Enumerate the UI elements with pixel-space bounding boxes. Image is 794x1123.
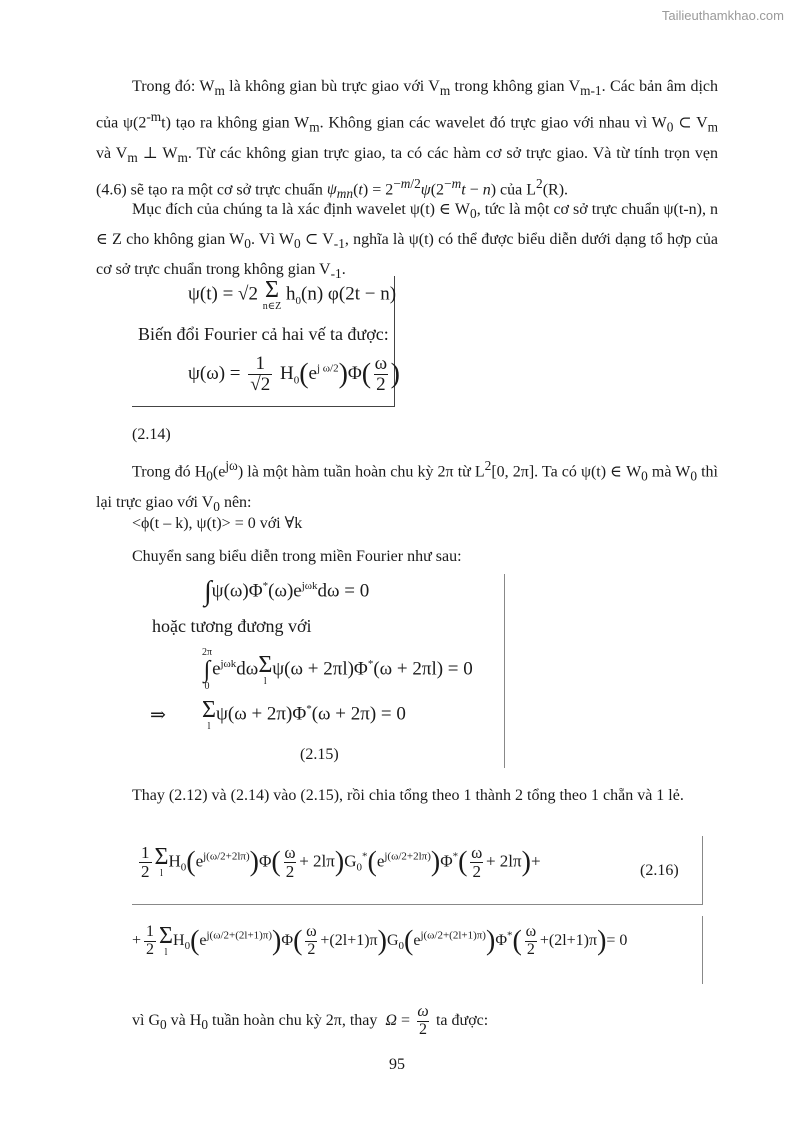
paragraph-3: Trong đó $H_0(e^{j\omega})$ là một hàm tuần hoàn chu kỳ 2π từ $L^2[0$, 2π]. Ta có ψ(t) ∈ $W_0$ mà $W_0$ thì lại trực giao với $V_0$ nên: [96, 458, 718, 514]
equation-integral-sum: 2π ∫ 0 $e^{j\omega k}d\omega$ Σ l ψ(ω + 2πl)Φ*(ω + 2πl) = 0 [202, 647, 473, 692]
equation-sum-zero: Σ l ψ(ω + 2π)Φ*(ω + 2π) = 0 [202, 697, 406, 732]
paragraph-5: vì $G_0$ và $H_0$ tuần hoàn chu kỳ 2π, thay Ω = $\frac{\omega}{2}$ ta được: [132, 1003, 489, 1038]
fourier-text: Biến đổi Fourier cả hai vế ta được: [138, 324, 389, 344]
paragraph-2: Mục đích của chúng ta là xác định wavelet ψ(t) ∈ $W_0$, tức là một cơ sở trực chuẩn ψ(t-n), n ∈ Z cho không gian $W_0$. Vì $W_0$ ⊂ $V_{-1}$, nghĩa là ψ(t) có thể được biểu diễn dưới dạng tổ hợp của cơ sở trực chuẩn trong không gian $V_{-1}$. [96, 201, 719, 282]
equivalent-text: hoặc tương đương với [152, 616, 312, 636]
equation-2-16-line2: + $\frac{1}{2}$ Σ l $H_0(e^{j(\omega/2+(2l+1)\pi)})\Phi$( $\frac{\omega}{2}$ $+(2l+1)\pi)G_0(e^{j(\omega/2+(2l+1)\pi)})\Phi^*$( $\frac{\omega}{2}$ +(2l+1)π)= 0 [132, 923, 628, 959]
equation-box-2-14 [132, 276, 400, 407]
watermark: Tailieuthamkhao.com [661, 8, 784, 23]
equation-box-2-16-b [132, 916, 703, 984]
label-2-16: (2.16) [640, 862, 679, 879]
fourier-intro: Chuyển sang biểu diễn trong miền Fourier như sau: [132, 548, 462, 565]
paragraph-1: Trong đó: $W_m$ là không gian bù trực giao với $V_m$ trong không gian $V_{m-1}$. Các bản âm dịch của $\psi(2^{-m}t)$ tạo ra không gian $W_m$. Không gian các wavelet đó trực giao với nhau vì $W_0$ ⊂ $V_m$ và $V_m$ ⊥ $W_m$. Từ các không gian trực giao, ta có các hàm cơ sở trực giao. Và từ tính trọn vẹn (4.6) sẽ tạo ra một cơ sở trực chuẩn $\psi_{mn}(t) = 2^{-m/2}\psi(2^{-m}t - n)$ của $L^2(R)$. [96, 78, 719, 202]
equation-psi-omega: ψ(ω) = $\frac{1}{√2}$ $H_0(e^{j \omega/2})\Phi$( $\frac{\omega}{2}$ ) [188, 353, 400, 395]
label-2-14: (2.14) [132, 426, 171, 443]
paragraph-4: Thay (2.12) và (2.14) vào (2.15), rồi chia tổng theo 1 thành 2 tổng theo 1 chẵn và 1 lẻ. [132, 787, 684, 804]
equation-2-16-line1: $\frac{1}{2}$ Σ l $H_0(e^{j(\omega/2+2l\pi)})\Phi$( $\frac{\omega}{2}$ + $2l\pi)G_0^*(e^{j(\omega/2+2l\pi)})\Phi^*$( $\frac{\omega}{2}$ + 2lπ)+ [141, 843, 541, 881]
page-number: 95 [389, 1056, 405, 1073]
equation-psi-t: ψ(t) = √2 Σ n∈Z $h_0(n) \varphi(2t - n)$ [188, 277, 397, 312]
equation-box-2-15 [132, 574, 505, 768]
orthogonality-condition: <ϕ(t – k), ψ(t)> = 0 với ∀k [132, 515, 303, 532]
equation-box-2-16-a [132, 836, 703, 905]
equation-integral: $\int\psi(\omega)\Phi^*(\omega)e^{j\omega k}d\omega = 0$ [204, 576, 370, 607]
label-2-15: (2.15) [300, 746, 339, 763]
implies-symbol: ⇒ [150, 705, 166, 726]
